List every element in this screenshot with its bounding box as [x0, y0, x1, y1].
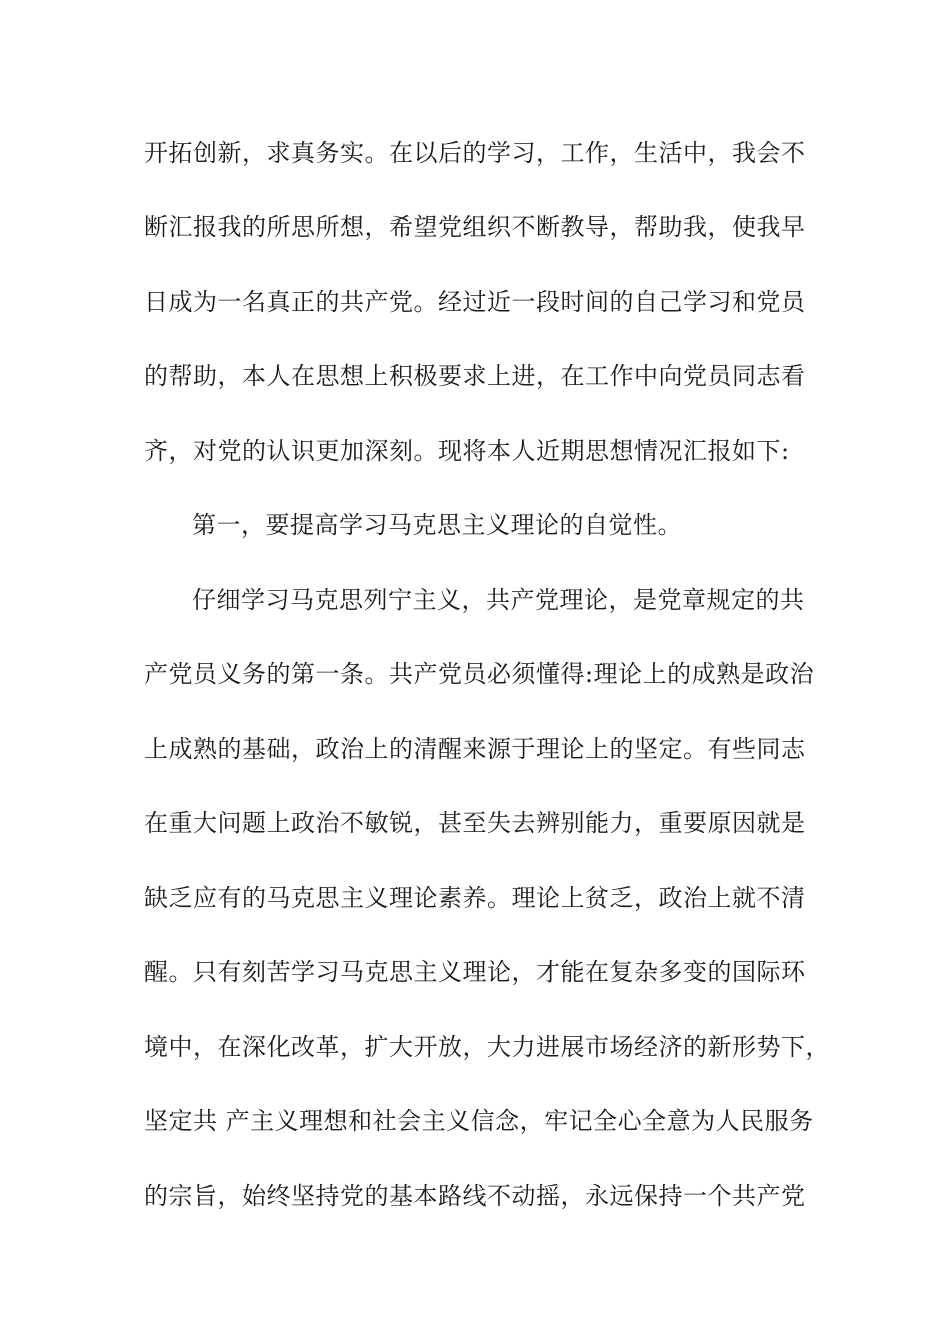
body-text-line: 齐，对党的认识更加深刻。现将本人近期思想情况汇报如下: — [144, 437, 790, 465]
body-text-line: 的宗旨，始终坚持党的基本路线不动摇，永远保持一个共产党 — [144, 1182, 806, 1210]
body-text-line: 缺乏应有的马克思主义理论素养。理论上贫乏，政治上就不清 — [144, 884, 806, 912]
body-text-line: 产党员义务的第一条。共产党员必须懂得:理论上的成熟是政治 — [144, 660, 815, 688]
body-text-line: 开拓创新，求真务实。在以后的学习，工作，生活中，我会不 — [144, 139, 806, 167]
body-text-line: 日成为一名真正的共产党。经过近一段时间的自己学习和党员 — [144, 288, 806, 316]
body-text-line: 境中，在深化改革，扩大开放，大力进展市场经济的新形势下， — [144, 1033, 830, 1061]
body-text-line: 断汇报我的所思所想，希望党组织不断教导，帮助我，使我早 — [144, 213, 806, 241]
body-text-line: 的帮助，本人在思想上积极要求上进，在工作中向党员同志看 — [144, 362, 806, 390]
paragraph-first-line: 仔细学习马克思列宁主义，共产党理论，是党章规定的共 — [192, 586, 805, 614]
body-text-line: 在重大问题上政治不敏锐，甚至失去辨别能力，重要原因就是 — [144, 809, 806, 837]
section-heading: 第一，要提高学习马克思主义理论的自觉性。 — [192, 511, 682, 539]
body-text-line: 醒。只有刻苦学习马克思主义理论，才能在复杂多变的国际环 — [144, 958, 806, 986]
body-text-line: 坚定共 产主义理想和社会主义信念，牢记全心全意为人民服务 — [144, 1107, 814, 1135]
body-text-line: 上成熟的基础，政治上的清醒来源于理论上的坚定。有些同志 — [144, 735, 806, 763]
